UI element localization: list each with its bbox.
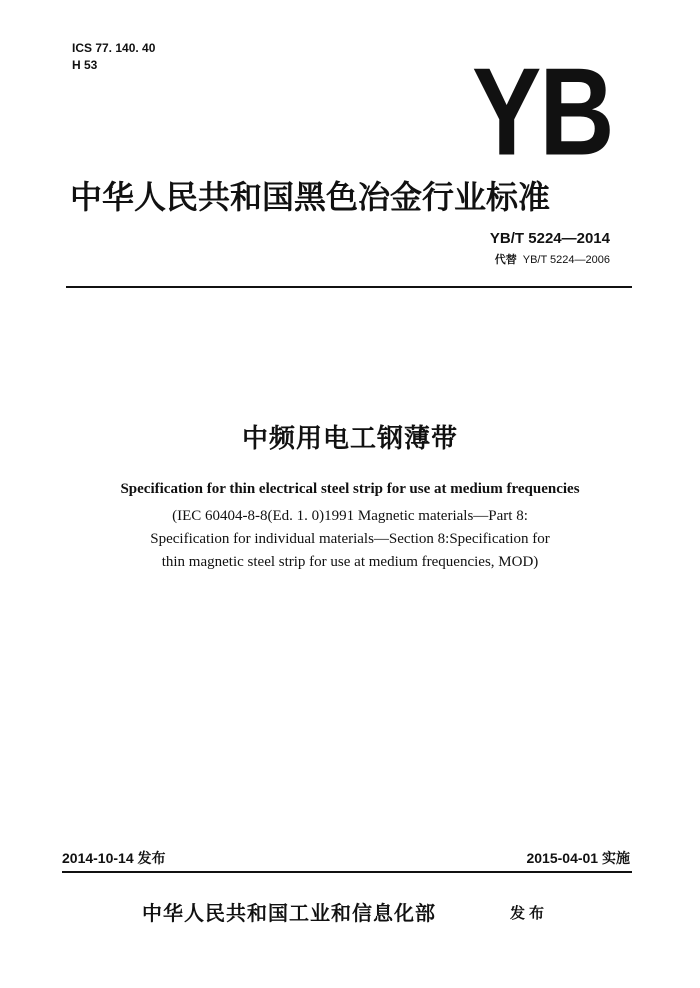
- replaces-label: 代替: [494, 253, 517, 266]
- classification-codes: [72, 40, 155, 74]
- issuing-authority: 中华人民共和国工业和信息化部: [142, 901, 436, 925]
- english-subtitle-line: Specification for individual materials—Section 8:Specification for: [150, 531, 550, 547]
- top-divider: [66, 286, 632, 288]
- implementation-date: 2015-04-01 实施: [526, 850, 630, 866]
- issued-label: 发布: [510, 904, 549, 922]
- standard-number: YB/T 5224—2014: [489, 230, 610, 247]
- replaces-line: [495, 251, 610, 267]
- english-title: Specification for thin electrical steel strip for use at medium frequencies: [120, 481, 580, 497]
- replaces-number: YB/T 5224—2006: [522, 254, 610, 266]
- ccs-code: H 53: [72, 58, 98, 72]
- national-standard-title: 中华人民共和国黑色冶金行业标准: [70, 178, 551, 216]
- english-subtitle: [0, 505, 700, 574]
- yb-logo: YB: [472, 42, 613, 182]
- bottom-divider: [62, 871, 632, 873]
- english-subtitle-line: (IEC 60404-8-8(Ed. 1. 0)1991 Magnetic materials—Part 8:: [172, 508, 528, 524]
- english-subtitle-line: thin magnetic steel strip for use at medium frequencies, MOD): [161, 554, 539, 570]
- chinese-title: 中频用电工钢薄带: [241, 424, 458, 454]
- ics-code: ICS 77. 140. 40: [72, 41, 156, 55]
- publish-date: 2014-10-14 发布: [62, 850, 166, 866]
